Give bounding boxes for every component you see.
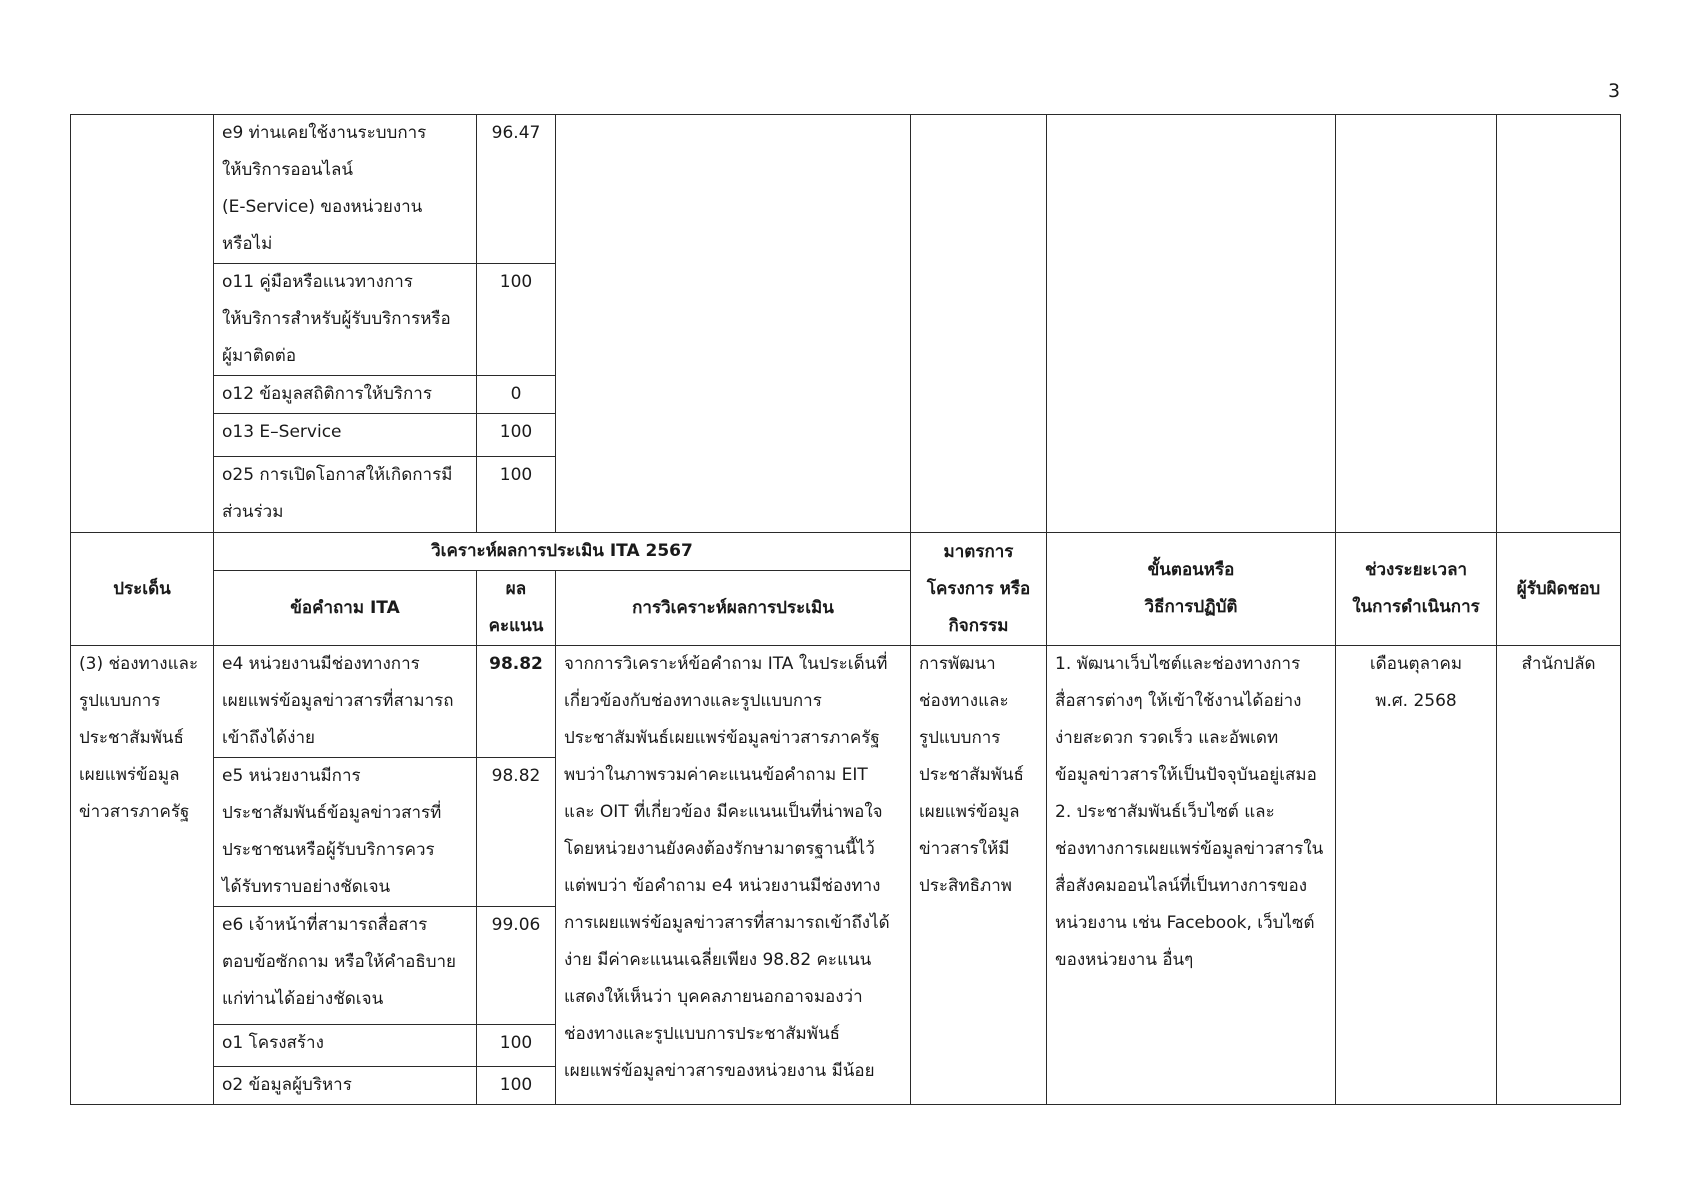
text-line: ประชาสัมพันธ์เผยแพร่ข้อมูลข่าวสารภาครัฐ — [564, 728, 880, 748]
text-line: (E-Service) ของหน่วยงาน — [222, 197, 423, 217]
text-line: พ.ศ. 2568 — [1375, 691, 1457, 711]
score-cell: 98.82 — [477, 646, 556, 758]
text-line: และ OIT ที่เกี่ยวข้อง มีคะแนนเป็นที่น่าพอใจ — [564, 802, 883, 822]
text-line: เกี่ยวข้องกับช่องทางและรูปแบบการ — [564, 691, 822, 711]
text-line: กิจกรรม — [948, 615, 1009, 636]
text-line: วิธีการปฏิบัติ — [1144, 597, 1238, 617]
header-issue: ประเด็น — [71, 533, 214, 646]
text-line: (3) ช่องทางและ — [79, 654, 199, 674]
measure-cell — [911, 646, 1047, 1105]
score-cell: 100 — [477, 414, 556, 457]
period-cell-continued — [1336, 115, 1497, 533]
text-line: ข้อมูลข่าวสารให้เป็นปัจจุบันอยู่เสมอ — [1055, 765, 1317, 785]
question-cell — [214, 646, 477, 758]
text-line: ประสิทธิภาพ — [919, 876, 1012, 896]
text-line: 2. ประชาสัมพันธ์เว็บไซต์ และ — [1055, 802, 1275, 822]
text-line: ผู้มาติดต่อ — [222, 346, 297, 366]
text-line: เผยแพร่ข้อมูลข่าวสารที่สามารถ — [222, 691, 454, 711]
text-line: e5 หน่วยงานมีการ — [222, 766, 361, 786]
action-plan-table — [70, 114, 1621, 1105]
text-line: ให้บริการออนไลน์ — [222, 160, 354, 180]
text-line: ประชาสัมพันธ์ข้อมูลข่าวสารที่ — [222, 803, 442, 823]
text-line: ให้บริการสำหรับผู้รับบริการหรือ — [222, 309, 451, 329]
measure-cell-continued — [911, 115, 1047, 533]
header-score-line1: ผล — [505, 579, 527, 599]
table-row — [71, 646, 1621, 758]
text-line: โครงการ หรือ — [926, 578, 1031, 599]
header-analysis: การวิเคราะห์ผลการประเมิน — [556, 571, 911, 646]
text-line: o25 การเปิดโอกาสให้เกิดการมี — [222, 465, 453, 485]
text-line: ขั้นตอนหรือ — [1147, 560, 1235, 580]
text-line: แต่พบว่า ข้อคำถาม e4 หน่วยงานมีช่องทาง — [564, 876, 881, 896]
text-line: ส่วนร่วม — [222, 502, 284, 522]
question-cell — [214, 115, 477, 264]
score-cell: 0 — [477, 376, 556, 414]
question-cell — [214, 414, 477, 457]
text-line: ข่าวสารภาครัฐ — [79, 802, 190, 822]
table-header-row — [71, 533, 1621, 571]
period-cell — [1336, 646, 1497, 1105]
text-line: สื่อสารต่างๆ ให้เข้าใช้งานได้อย่าง — [1055, 691, 1302, 711]
header-period — [1336, 533, 1497, 646]
text-line: จากการวิเคราะห์ข้อคำถาม ITA ในประเด็นที่ — [564, 654, 888, 674]
text-line: เข้าถึงได้ง่าย — [222, 728, 315, 748]
table-row — [71, 115, 1621, 264]
issue-cell — [71, 646, 214, 1105]
page-number: 3 — [1608, 80, 1621, 102]
question-cell — [214, 758, 477, 907]
steps-cell-continued — [1047, 115, 1336, 533]
text-line: รูปแบบการ — [79, 691, 161, 711]
text-line: ง่ายสะดวก รวดเร็ว และอัพเดท — [1055, 728, 1279, 748]
text-line: o1 โครงสร้าง — [222, 1033, 324, 1053]
question-cell — [214, 1025, 477, 1067]
text-line: ช่องทางการเผยแพร่ข้อมูลข่าวสารใน — [1055, 839, 1324, 859]
header-steps — [1047, 533, 1336, 646]
text-line: ช่องทางและ — [919, 691, 1009, 711]
text-line: ประชาสัมพันธ์ — [79, 728, 184, 748]
text-line: เดือนตุลาคม — [1369, 654, 1463, 674]
question-cell — [214, 457, 477, 533]
text-line: การเผยแพร่ข้อมูลข่าวสารที่สามารถเข้าถึงได้ — [564, 913, 890, 933]
score-cell: 100 — [477, 1025, 556, 1067]
steps-cell — [1047, 646, 1336, 1105]
question-cell — [214, 907, 477, 1025]
score-cell: 98.82 — [477, 758, 556, 907]
text-line: เผยแพร่ข้อมูล — [919, 802, 1020, 822]
analysis-cell-continued — [556, 115, 911, 533]
text-line: o12 ข้อมูลสถิติการให้บริการ — [222, 384, 432, 404]
header-group: วิเคราะห์ผลการประเมิน ITA 2567 — [214, 533, 911, 571]
text-line: ง่าย มีค่าคะแนนเฉลี่ยเพียง 98.82 คะแนน — [564, 950, 872, 970]
text-line: แสดงให้เห็นว่า บุคคลภายนอกอาจมองว่า — [564, 987, 863, 1007]
text-line: มาตรการ — [943, 541, 1014, 562]
text-line: e9 ท่านเคยใช้งานระบบการ — [222, 123, 427, 143]
header-owner: ผู้รับผิดชอบ — [1497, 533, 1621, 646]
score-cell: 100 — [477, 457, 556, 533]
text-line: เผยแพร่ข้อมูล — [79, 765, 180, 785]
score-cell: 99.06 — [477, 907, 556, 1025]
text-line: ได้รับทราบอย่างชัดเจน — [222, 877, 391, 897]
text-line: o11 คู่มือหรือแนวทางการ — [222, 272, 413, 292]
text-line: การพัฒนา — [919, 654, 996, 674]
header-score-line2: คะแนน — [488, 616, 544, 636]
text-line: ข่าวสารให้มี — [919, 839, 1010, 859]
text-line: สื่อสังคมออนไลน์ที่เป็นทางการของ — [1055, 876, 1308, 896]
text-line: ช่องทางและรูปแบบการประชาสัมพันธ์ — [564, 1024, 840, 1044]
text-line: ช่วงระยะเวลา — [1364, 560, 1468, 580]
score-cell: 100 — [477, 1067, 556, 1105]
text-line: แก่ท่านได้อย่างชัดเจน — [222, 989, 384, 1009]
analysis-cell — [556, 646, 911, 1105]
text-line: ประชาชนหรือผู้รับบริการควร — [222, 840, 435, 860]
header-score — [477, 571, 556, 646]
header-measure — [911, 533, 1047, 646]
owner-cell-continued — [1497, 115, 1621, 533]
text-line: หน่วยงาน เช่น Facebook, เว็บไซต์ — [1055, 913, 1315, 933]
text-line: ประชาสัมพันธ์ — [919, 765, 1024, 785]
text-line: e6 เจ้าหน้าที่สามารถสื่อสาร — [222, 915, 428, 935]
owner-cell: สำนักปลัด — [1497, 646, 1621, 1105]
text-line: ตอบข้อซักถาม หรือให้คำอธิบาย — [222, 952, 457, 972]
text-line: o2 ข้อมูลผู้บริหาร — [222, 1075, 352, 1095]
header-question: ข้อคำถาม ITA — [214, 571, 477, 646]
score-cell: 100 — [477, 264, 556, 376]
text-line: 1. พัฒนาเว็บไซต์และช่องทางการ — [1055, 654, 1301, 674]
text-line: e4 หน่วยงานมีช่องทางการ — [222, 654, 420, 674]
question-cell — [214, 1067, 477, 1105]
score-cell: 96.47 — [477, 115, 556, 264]
text-line: รูปแบบการ — [919, 728, 1001, 748]
text-line: โดยหน่วยงานยังคงต้องรักษามาตรฐานนี้ไว้ — [564, 839, 875, 859]
text-line: พบว่าในภาพรวมค่าคะแนนข้อคำถาม EIT — [564, 765, 868, 785]
text-line: เผยแพร่ข้อมูลข่าวสารของหน่วยงาน มีน้อย — [564, 1061, 875, 1081]
issue-cell-continued — [71, 115, 214, 533]
question-cell — [214, 376, 477, 414]
text-line: หรือไม่ — [222, 234, 273, 254]
question-cell — [214, 264, 477, 376]
text-line: o13 E–Service — [222, 422, 342, 442]
text-line: ของหน่วยงาน อื่นๆ — [1055, 950, 1194, 970]
text-line: ในการดำเนินการ — [1352, 597, 1480, 617]
